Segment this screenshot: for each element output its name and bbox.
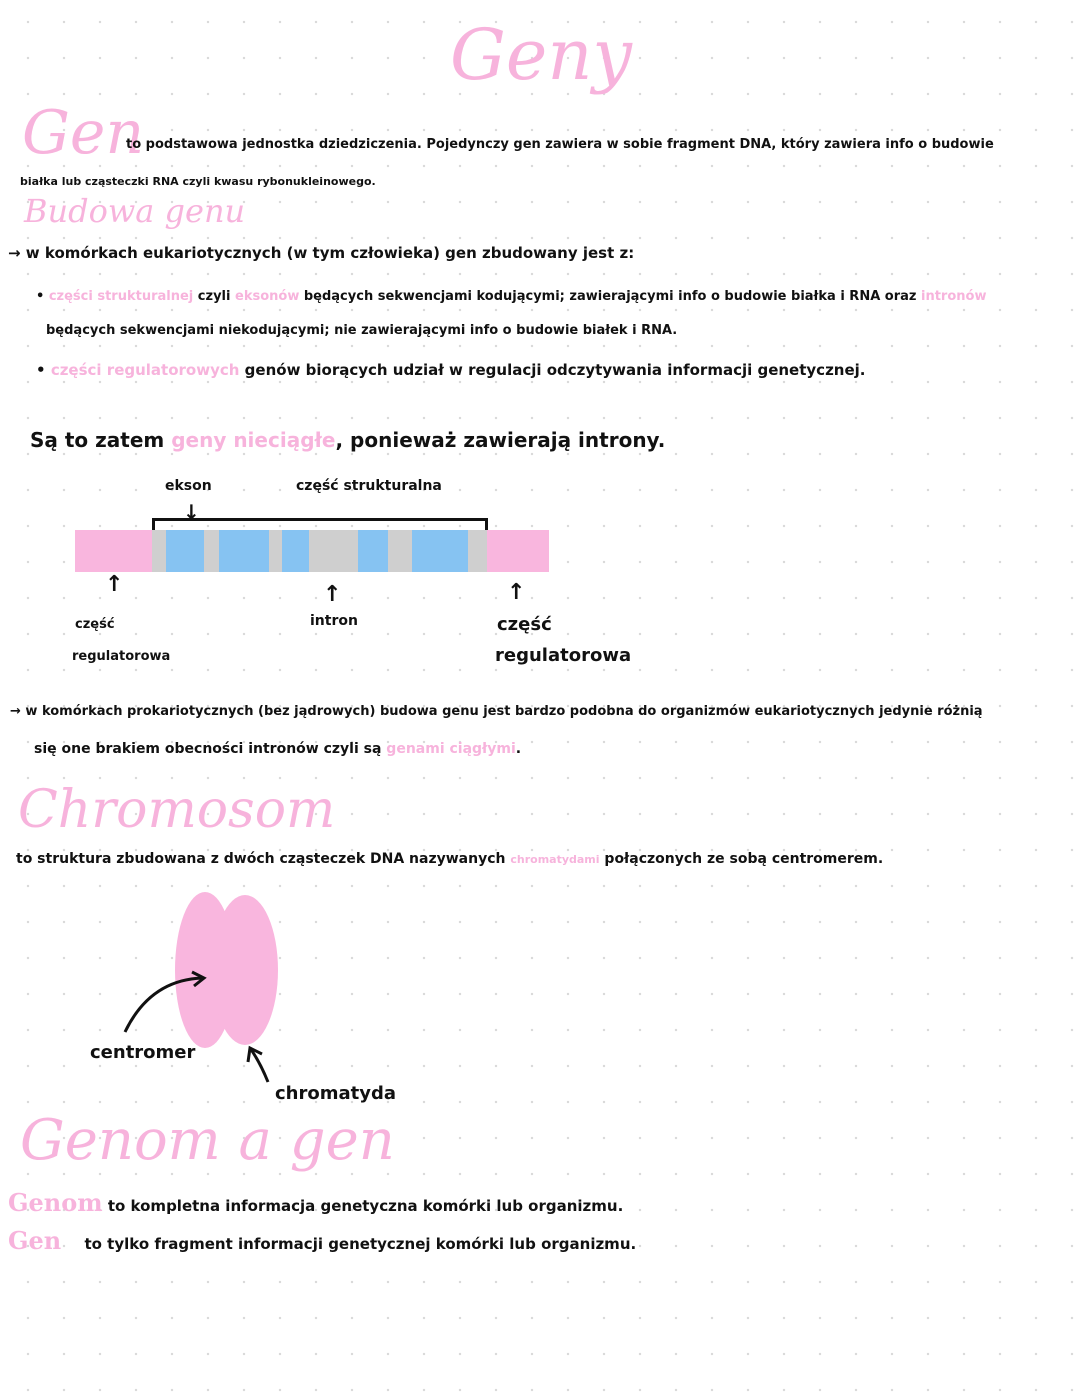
bullet-1-line2: będących sekwencjami niekodującymi; nie zawierającymi info o budowie białek i RNA. [46, 323, 678, 338]
geny-nieciagle-line [30, 428, 665, 452]
text: . [515, 741, 522, 757]
gen-line2: białka lub cząsteczki RNA czyli kwasu rybonukleinowego. [20, 175, 376, 188]
text: połączonych ze sobą centromerem. [604, 851, 884, 867]
gen-line1: to podstawowa jednostka dziedziczenia. Pojedynczy gen zawiera w sobie fragment DNA, który zawiera info o budowie [126, 137, 994, 152]
pink-term: części strukturalnej [48, 289, 194, 304]
pink-term: chromatydami [510, 853, 600, 866]
bullet-2: • części regulatorowych genów biorących udział w regulacji odczytywania informacji genetycznej. [36, 361, 866, 379]
genom-heading: Genom a gen [20, 1108, 395, 1173]
chromatid-right [212, 895, 278, 1045]
text: to struktura zbudowana z dwóch cząsteczek DNA nazywanych [16, 851, 506, 867]
arrow-up-icon: ↑ [105, 572, 124, 597]
genom-row [8, 1188, 623, 1217]
gen-heading: Gen [22, 98, 145, 168]
text: Są to zatem [30, 428, 165, 452]
regulatory-segment [487, 530, 549, 572]
arrow-icon: → [10, 704, 26, 719]
exon-segment [219, 530, 269, 572]
label-centromer: centromer [90, 1042, 196, 1063]
pink-term: Gen [8, 1226, 62, 1255]
exon-segment [358, 530, 388, 572]
bullet-1: • części strukturalnej czyli eksonów będących sekwencjami kodującymi; zawierającymi info o budowie białka i RNA oraz intronów [36, 289, 987, 304]
text: to tylko fragment informacji genetycznej komórki lub organizmu. [84, 1235, 637, 1253]
label-struct: część strukturalna [296, 478, 442, 494]
label-intron: intron [310, 613, 358, 629]
prok-line1 [10, 704, 983, 719]
text: będących sekwencjami kodującymi; zawierającymi info o budowie białka i RNA oraz [303, 289, 917, 304]
chromosom-heading: Chromosom [18, 780, 336, 840]
label-reg-left-2: regulatorowa [72, 649, 171, 664]
label-reg-right-1: część [497, 614, 552, 635]
text: w komórkach prokariotycznych (bez jądrowych) budowa genu jest bardzo podobna do organizmów eukariotycznych jedynie różnią [25, 704, 983, 719]
label-ekson: ekson [165, 478, 212, 494]
text: czyli [197, 289, 231, 304]
prok-line2 [34, 741, 521, 757]
page-title: Geny [450, 14, 632, 96]
pink-term: intronów [921, 289, 987, 304]
gen-row [8, 1226, 636, 1255]
arrow-up-icon: ↑ [323, 582, 342, 607]
text: to kompletna informacja genetyczna komórki lub organizmu. [107, 1197, 624, 1215]
pink-term: genami ciągłymi [386, 741, 516, 757]
label-reg-right-2: regulatorowa [495, 645, 632, 666]
exon-segment [166, 530, 204, 572]
pink-term: eksonów [235, 289, 300, 304]
euk-intro [8, 244, 634, 262]
arrow-down-icon: ↓ [183, 500, 200, 524]
exon-segment [282, 530, 309, 572]
text: genów biorących udział w regulacji odczytywania informacji genetycznej. [244, 361, 866, 379]
arrow-icon: → [8, 244, 26, 262]
chromosom-def [16, 851, 883, 867]
label-chromatyda: chromatyda [275, 1083, 396, 1104]
exon-segment [412, 530, 468, 572]
pink-term: geny nieciągłe [171, 428, 336, 452]
euk-intro-text: w komórkach eukariotycznych (w tym człowieka) gen zbudowany jest z: [25, 244, 635, 262]
arrow-up-icon: ↑ [507, 580, 526, 605]
text: , ponieważ zawierają introny. [335, 428, 666, 452]
label-reg-left-1: część [75, 617, 115, 632]
pink-term: Genom [8, 1188, 103, 1217]
pink-term: części regulatorowych [50, 361, 240, 379]
budowa-heading: Budowa genu [24, 192, 246, 230]
text: się one brakiem obecności intronów czyli są [34, 741, 382, 757]
regulatory-segment [75, 530, 152, 572]
